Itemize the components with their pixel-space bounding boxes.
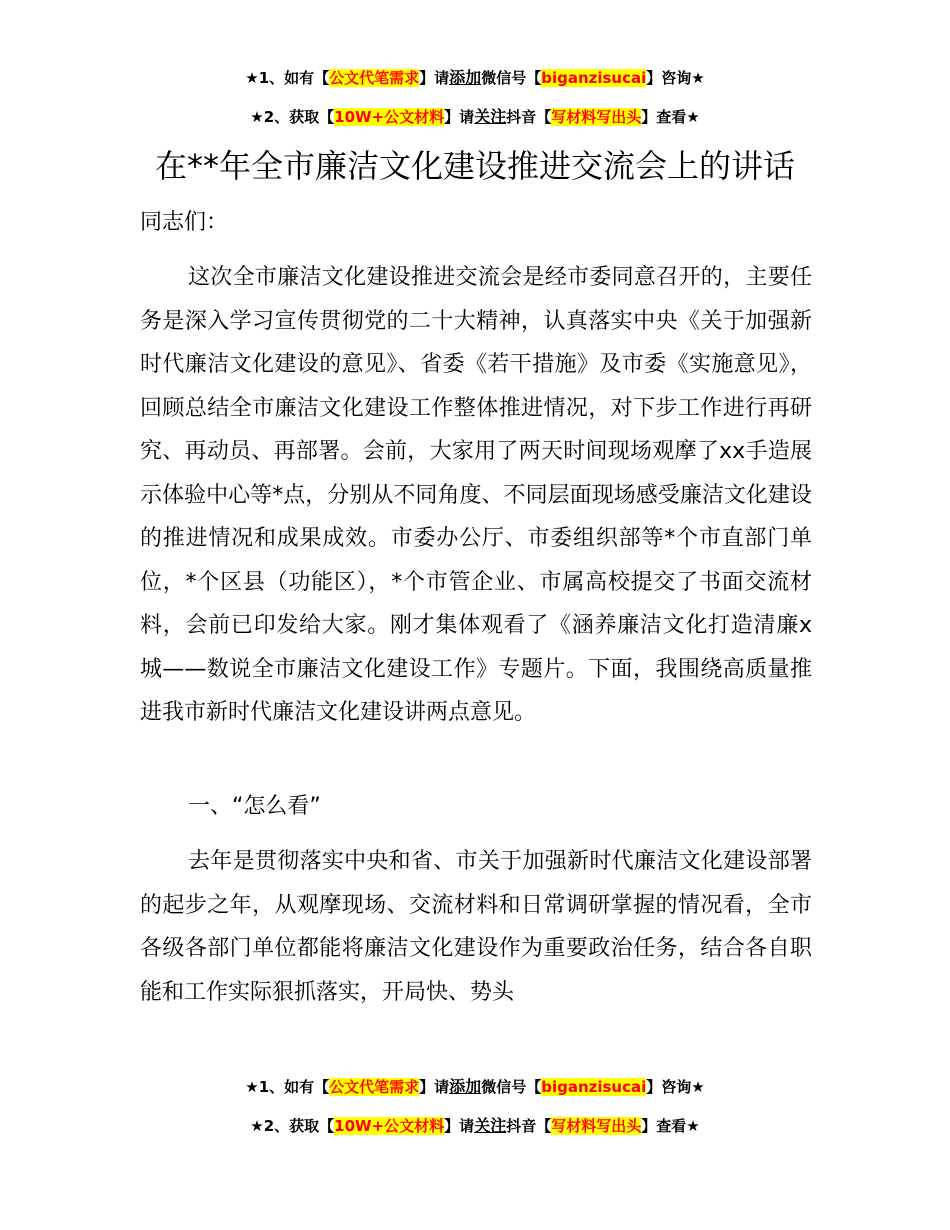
body-paragraph xyxy=(140,256,812,735)
banner-highlight: 写材料写出头 xyxy=(551,108,642,126)
salutation: 同志们： xyxy=(140,210,229,235)
section-heading: 一、“怎么看” xyxy=(188,794,321,819)
banner-text: 1、如有【 xyxy=(258,1078,330,1096)
banner-text: 】请 xyxy=(444,108,475,126)
promo-banner-line-2 xyxy=(0,107,950,127)
banner-underline: 关注 xyxy=(474,1116,507,1135)
banner-highlight: 10W+公文材料 xyxy=(334,108,445,126)
banner-highlight: 公文代笔需求 xyxy=(329,1078,420,1096)
banner-text: 1、如有【 xyxy=(258,69,330,87)
star-icon: ★ xyxy=(691,69,705,87)
banner-text: 微信号【 xyxy=(481,1078,542,1096)
banner-text: 抖音【 xyxy=(506,1117,552,1135)
banner-highlight: biganzisucai xyxy=(541,1078,647,1096)
banner-text: 】咨询 xyxy=(646,69,692,87)
banner-text: 2、获取【 xyxy=(263,1117,335,1135)
body-paragraph xyxy=(140,840,812,1012)
banner-text: 】请 xyxy=(444,1117,475,1135)
banner-text: 】请 xyxy=(419,1078,450,1096)
promo-banner-footer-line-1 xyxy=(0,1077,950,1097)
star-icon: ★ xyxy=(245,1078,259,1096)
star-icon: ★ xyxy=(245,69,259,87)
banner-underline: 添加 xyxy=(449,68,482,87)
banner-text: 抖音【 xyxy=(506,108,552,126)
banner-highlight: 写材料写出头 xyxy=(551,1117,642,1135)
banner-highlight: biganzisucai xyxy=(541,69,647,87)
banner-text: 微信号【 xyxy=(481,69,542,87)
banner-text: 】查看 xyxy=(641,1117,687,1135)
star-icon: ★ xyxy=(691,1078,705,1096)
star-icon: ★ xyxy=(250,108,264,126)
paragraph-text: 这次全市廉洁文化建设推进交流会是经市委同意召开的，主要任务是深入学习宣传贯彻党的二十大精神，认真落实中央《关于加强新时代廉洁文化建设的意见》、省委《若干措施》及市委《实施意见》，回顾总结全市廉洁文化建设工作整体推进情况，对下步工作进行再研究、再动员、再部署。会前，大家用了两天时间现场观摩了xx手造展示体验中心等*点，分别从不同角度、不同层面现场感受廉洁文化建设的推进情况和成果成效。市委办公厅、市委组织部等*个市直部门单位，*个区县（功能区），*个市管企业、市属高校提交了书面交流材料，会前已印发给大家。刚才集体观看了《涵养廉洁文化打造清廉x城——数说全市廉洁文化建设工作》专题片。下面，我围绕高质量推进我市新时代廉洁文化建设讲两点意见。 xyxy=(140,265,812,725)
document-title: 在**年全市廉洁文化建设推进交流会上的讲话 xyxy=(154,147,795,185)
banner-underline: 添加 xyxy=(449,1077,482,1096)
banner-text: 2、获取【 xyxy=(263,108,335,126)
promo-banner-footer-line-2 xyxy=(0,1116,950,1136)
banner-text: 】咨询 xyxy=(646,1078,692,1096)
banner-highlight: 公文代笔需求 xyxy=(329,69,420,87)
star-icon: ★ xyxy=(250,1117,264,1135)
paragraph-text: 去年是贯彻落实中央和省、市关于加强新时代廉洁文化建设部署的起步之年，从观摩现场、交流材料和日常调研掌握的情况看，全市各级各部门单位都能将廉洁文化建设作为重要政治任务，结合各自职能和工作实际狠抓落实，开局快、势头 xyxy=(140,849,812,1005)
banner-highlight: 10W+公文材料 xyxy=(334,1117,445,1135)
banner-text: 】查看 xyxy=(641,108,687,126)
banner-underline: 关注 xyxy=(474,107,507,126)
star-icon: ★ xyxy=(686,1117,700,1135)
star-icon: ★ xyxy=(686,108,700,126)
banner-text: 】请 xyxy=(419,69,450,87)
promo-banner-line-1 xyxy=(0,68,950,88)
